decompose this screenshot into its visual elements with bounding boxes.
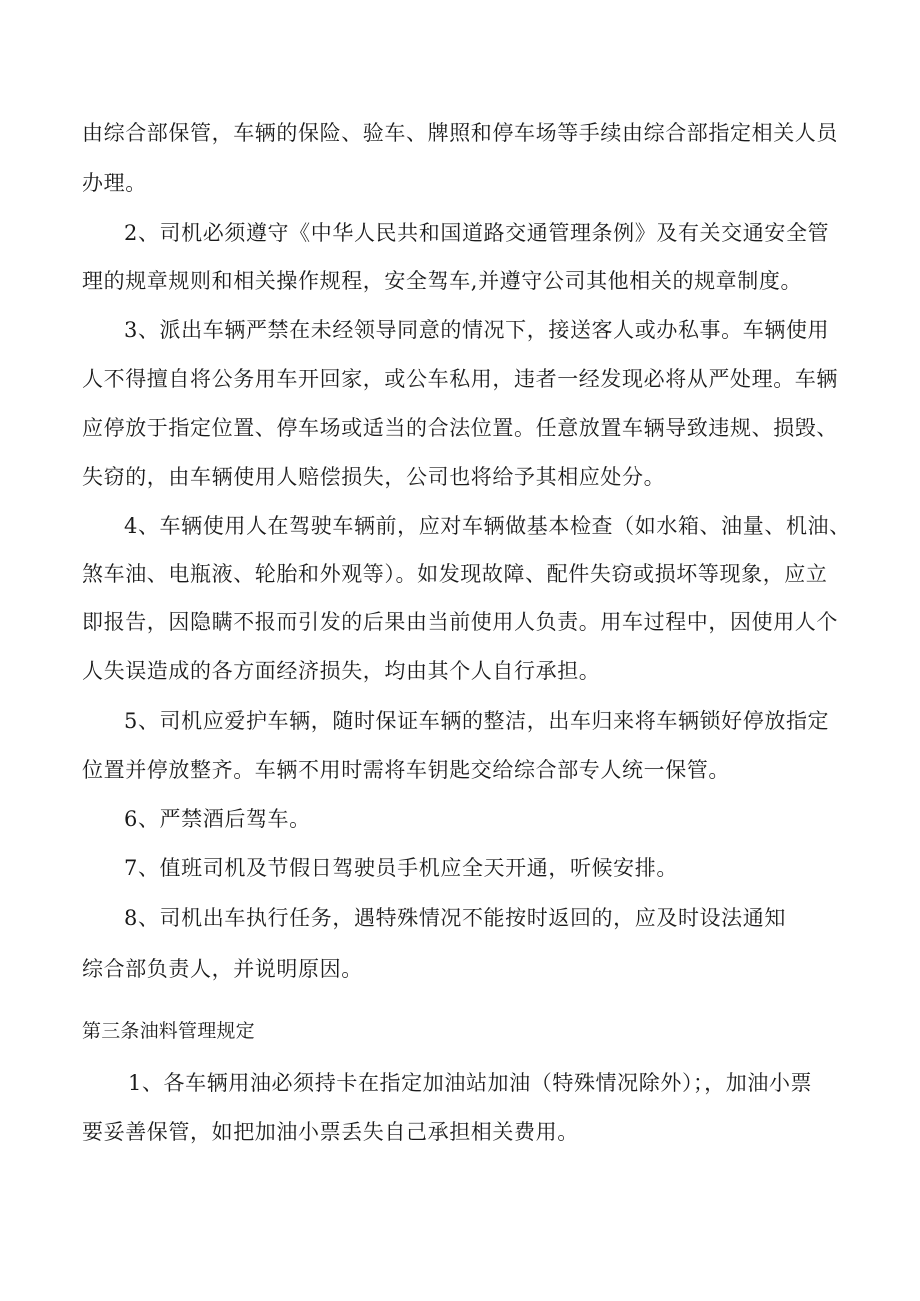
fuel-item-1-line-1: 1、各车辆用油必须持卡在指定加油站加油（特殊情况除外）；，加油小票 (128, 1071, 813, 1095)
item-2-line-2: 理的规章规则和相关操作规程，安全驾车,并遵守公司其他相关的规章制度。 (82, 269, 803, 293)
section-heading-third-article: 第三条油料管理规定 (82, 1020, 255, 1042)
item-3-line-2: 人不得擅自将公务用车开回家，或公车私用，违者一经发现必将从严处理。车辆 (82, 367, 838, 391)
item-5-line-2: 位置并停放整齐。车辆不用时需将车钥匙交给综合部专人统一保管。 (82, 758, 730, 782)
text-line-2: 办理。 (82, 171, 147, 195)
item-8-line-1: 8、司机出车执行任务，遇特殊情况不能按时返回的，应及时设法通知 (124, 906, 786, 930)
text-line-1: 由综合部保管，车辆的保险、验车、牌照和停车场等手续由综合部指定相关人员 (82, 121, 838, 145)
item-4-line-4: 人失误造成的各方面经济损失，均由其个人自行承担。 (82, 659, 601, 683)
item-4-line-2: 煞车油、电瓶液、轮胎和外观等）。如发现故障、配件失窃或损坏等现象，应立 (82, 562, 828, 586)
item-6-line: 6、严禁酒后驾车。 (124, 807, 311, 831)
item-3-line-1: 3、派出车辆严禁在未经领导同意的情况下，接送客人或办私事。车辆使用 (124, 318, 830, 342)
item-3-line-3: 应停放于指定位置、停车场或适当的合法位置。任意放置车辆导致违规、损毁、 (82, 416, 838, 440)
item-3-line-4: 失窃的，由车辆使用人赔偿损失，公司也将给予其相应处分。 (82, 465, 666, 489)
item-5-line-1: 5、司机应爱护车辆，随时保证车辆的整洁，出车归来将车辆锁好停放指定 (124, 709, 830, 733)
item-7-line: 7、值班司机及节假日驾驶员手机应全天开通，听候安排。 (124, 856, 678, 880)
item-4-line-3: 即报告，因隐瞒不报而引发的后果由当前使用人负责。用车过程中，因使用人个 (82, 610, 838, 634)
item-8-line-2: 综合部负责人，并说明原因。 (82, 957, 363, 981)
fuel-item-1-line-2: 要妥善保管，如把加油小票丢失自己承担相关费用。 (82, 1120, 579, 1144)
item-4-line-1: 4、车辆使用人在驾驶车辆前，应对车辆做基本检查（如水箱、油量、机油、 (124, 514, 851, 538)
item-2-line-1: 2、司机必须遵守《中华人民共和国道路交通管理条例》及有关交通安全管 (124, 221, 830, 245)
